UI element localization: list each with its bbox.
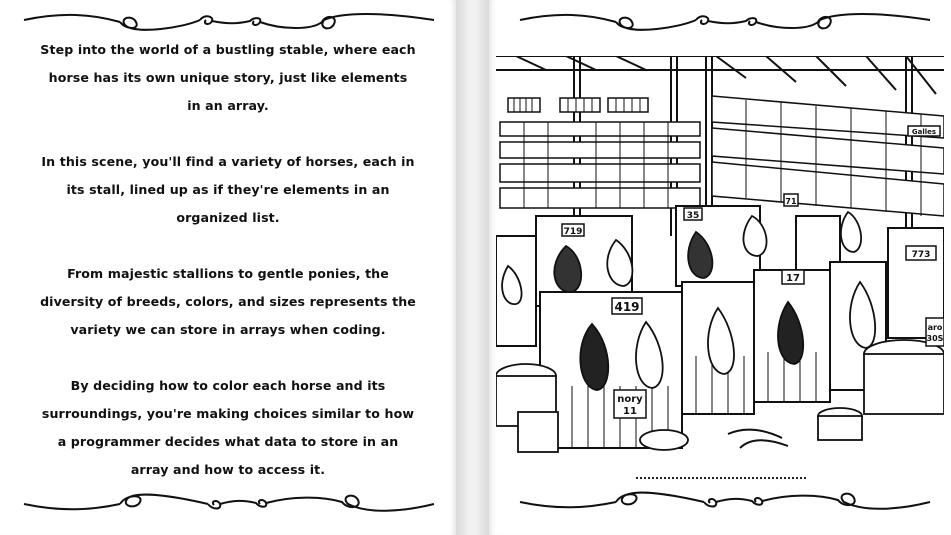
flourish-divider-icon [518, 486, 932, 516]
stall-sign-label: 71 [785, 197, 797, 206]
flourish-divider-icon [22, 488, 436, 518]
flourish-divider-icon [22, 8, 436, 38]
stable-illustration [496, 56, 944, 458]
stall-sign-label: 30S [926, 334, 944, 343]
stall-sign-label: 11 [623, 406, 637, 417]
stall-sign-label: 773 [911, 250, 931, 260]
intro-text [40, 36, 416, 484]
paragraph-4: By deciding how to color each horse and its surroundings, you're making choices similar to how a programmer decides what data to store in an array and how to access it. [41, 378, 415, 477]
stall-sign-label: Galles [911, 128, 937, 136]
paragraph-2: In this scene, you'll find a variety of horses, each in its stall, lined up as if they're elements in an organized list. [41, 154, 415, 225]
flourish-divider-icon [518, 8, 932, 38]
stall-sign-label: 419 [614, 300, 640, 314]
stall-sign-label: aro [927, 323, 943, 332]
left-page [0, 0, 456, 535]
book-gutter [456, 0, 489, 535]
stall-sign-label: nory [617, 394, 643, 405]
paragraph-1: Step into the world of a bustling stable, where each horse has its own unique story, just like elements in an array. [40, 42, 416, 113]
stall-sign-label: 35 [686, 211, 700, 221]
stall-sign-label: 719 [563, 227, 583, 237]
name-writing-line[interactable] [636, 477, 806, 479]
stall-sign-label: 17 [786, 273, 800, 284]
paragraph-3: From majestic stallions to gentle ponies, the diversity of breeds, colors, and sizes represents the variety we can store in arrays when coding. [40, 266, 416, 337]
